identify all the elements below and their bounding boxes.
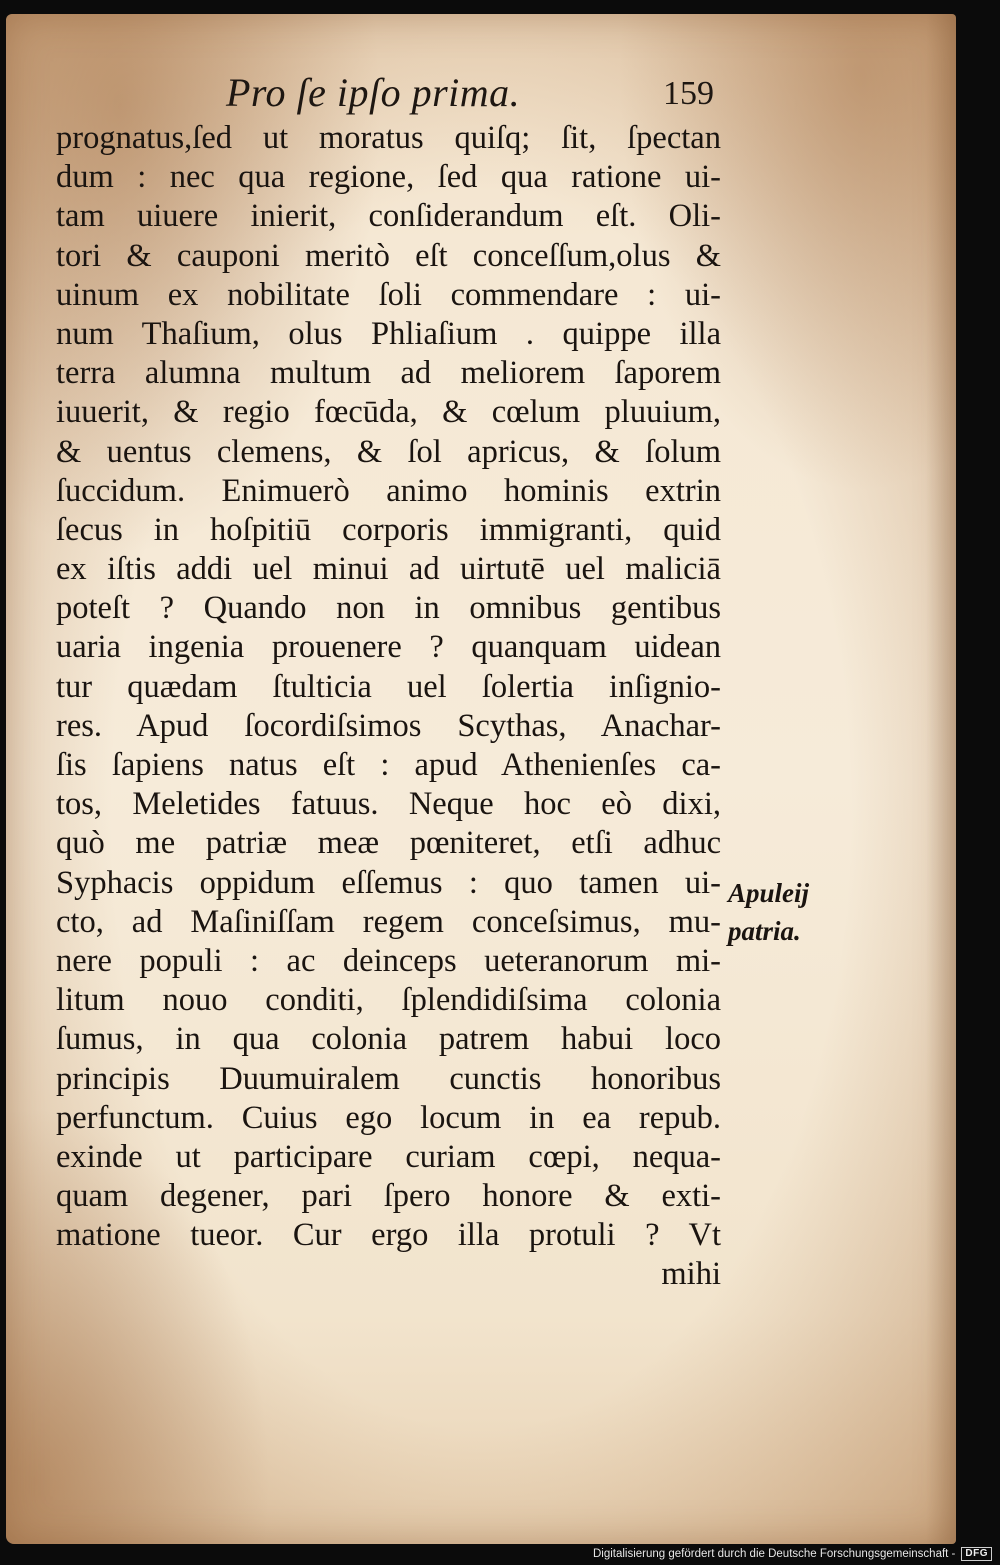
catchword: mihi (661, 1256, 721, 1293)
digitization-credit (593, 1546, 992, 1562)
marginal-note-line: Apuleij (728, 878, 810, 908)
text-line: poteſt ? Quando non in omnibus gentibus (56, 590, 721, 627)
text-line: quam degener, pari ſpero honore & exti- (56, 1178, 721, 1215)
text-line: iuuerit, & regio fœcūda, & cœlum pluuium, (56, 394, 721, 431)
text-line: cto, ad Maſiniſſam regem conceſsimus, mu- (56, 903, 721, 940)
text-line: litum nouo conditi, ſplendidiſsima colonia (56, 982, 721, 1019)
text-line: ex iſtis addi uel minui ad uirtutē uel maliciā (56, 551, 721, 588)
text-line: res. Apud ſocordiſsimos Scythas, Anachar- (56, 707, 721, 744)
page-edge-shadow (926, 14, 956, 1544)
text-line: principis Duumuiralem cunctis honoribus (56, 1060, 721, 1097)
text-line: tur quædam ſtulticia uel ſolertia inſignio- (56, 668, 721, 705)
text-line: ſumus, in qua colonia patrem habui loco (56, 1021, 721, 1058)
marginal-note (728, 874, 809, 950)
text-line: dum : nec qua regione, ſed qua ratione ui- (56, 159, 721, 196)
text-line: perfunctum. Cuius ego locum in ea repub. (56, 1099, 721, 1136)
text-line: num Thaſium, olus Phliaſium . quippe illa (56, 315, 721, 352)
text-line: terra alumna multum ad meliorem ſaporem (56, 355, 721, 392)
book-page (6, 14, 956, 1544)
text-line: Syphacis oppidum eſſemus : quo tamen ui- (56, 864, 721, 901)
text-line: matione tueor. Cur ergo illa protuli ? Vt (56, 1217, 721, 1254)
text-line: tos, Meletides fatuus. Neque hoc eò dixi, (56, 786, 721, 823)
text-line: exinde ut participare curiam cœpi, nequa- (56, 1138, 721, 1175)
text-line: prognatus,ſed ut moratus quiſq; ſit, ſpectan (56, 120, 721, 156)
text-line: ſis ſapiens natus eſt : apud Athenienſes ca- (56, 747, 721, 783)
text-line: uinum ex nobilitate ſoli commendare : ui- (56, 276, 721, 313)
text-line: ſecus in hoſpitiū corporis immigranti, quid (56, 511, 721, 548)
text-line: ſuccidum. Enimuerò animo hominis extrin (56, 472, 721, 509)
text-line: quò me patriæ meæ pœniteret, etſi adhuc (56, 825, 721, 862)
dfg-logo: DFG (961, 1547, 992, 1561)
text-line: & uentus clemens, & ſol apricus, & ſolum (56, 433, 721, 470)
text-line: nere populi : ac deinceps ueteranorum mi- (56, 942, 721, 979)
main-text-block (56, 119, 721, 1295)
text-line: tam uiuere inierit, conſiderandum eſt. Oli- (56, 198, 721, 235)
page-number: 159 (663, 75, 714, 112)
text-line: tori & cauponi meritò eſt conceſſum,olus & (56, 237, 721, 274)
marginal-note-line: patria. (728, 916, 801, 946)
running-title: Pro ſe ipſo prima. (226, 70, 521, 115)
text-line: uaria ingenia prouenere ? quanquam uidean (56, 629, 721, 666)
credit-text: Digitalisierung gefördert durch die Deutsche Forschungsgemeinschaft - (592, 1548, 956, 1560)
